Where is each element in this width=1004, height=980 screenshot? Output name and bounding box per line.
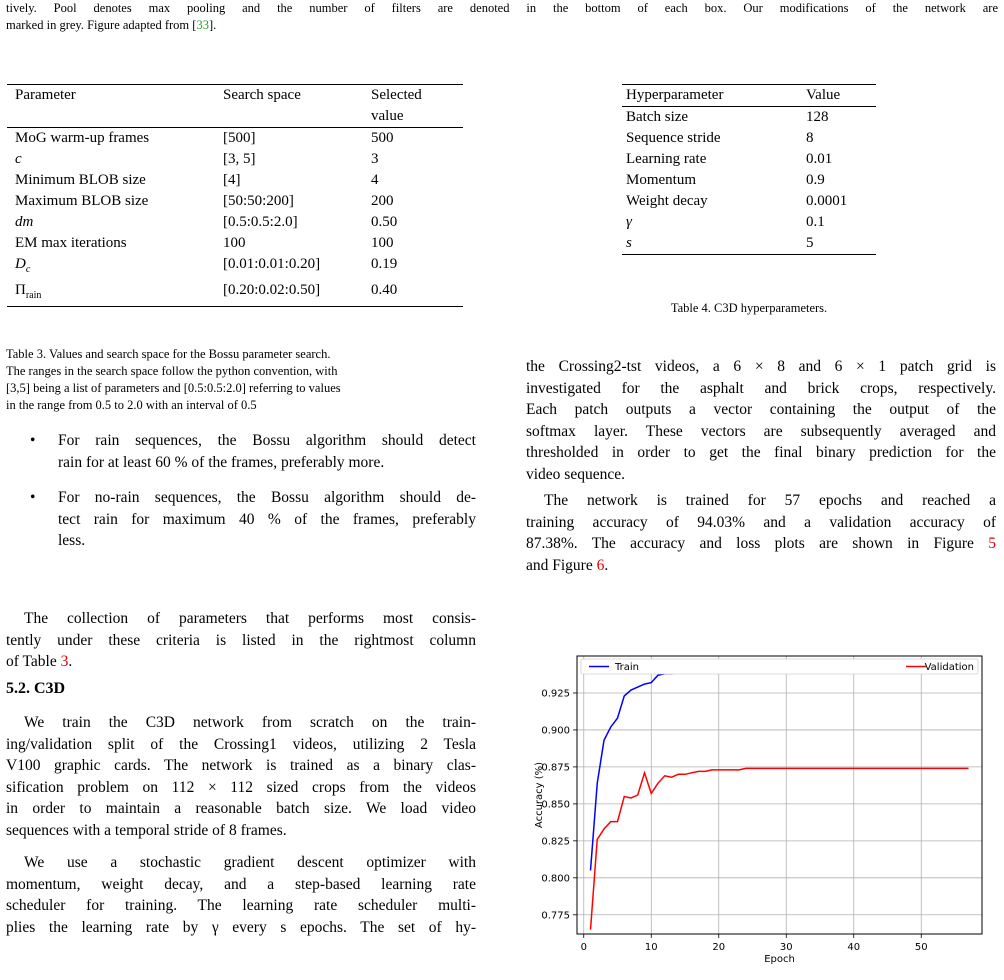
list-item: • For no-rain sequences, the Bossu algorithm should de- tect rain for maximum 40 % of the frames, preferably less. — [30, 489, 476, 549]
table-4-header — [622, 85, 876, 106]
y-tick-label: 0.825 — [541, 836, 570, 848]
table-4 — [622, 84, 876, 255]
table-ref-link[interactable]: 3 — [60, 653, 69, 670]
table-row: MoG warm-up frames [500] 500 — [15, 130, 394, 146]
table-row: $\Pi_{rain}$ [0.20:0.02:0.50] 0.40 — [15, 282, 398, 301]
table-row: γ 0.1 — [626, 214, 825, 230]
top-caption-text: marked in grey. Figure adapted from [ — [6, 18, 197, 32]
legend-label-train: Train — [615, 662, 639, 673]
table-row: Momentum 0.9 — [626, 172, 825, 188]
legend-label-validation: Validation — [924, 662, 974, 673]
table-row: c [3, 5] 3 — [15, 151, 379, 167]
table-row: EM max iterations 100 100 — [15, 235, 394, 251]
x-tick-label: 20 — [712, 942, 726, 953]
x-tick-label: 10 — [644, 942, 658, 953]
bullet-icon: • — [30, 489, 36, 506]
top-caption-line2 — [6, 17, 998, 34]
header-selected: Selected value — [371, 87, 422, 124]
x-tick-label: 0 — [580, 942, 587, 953]
y-tick-label: 0.875 — [541, 762, 570, 774]
table-row: Maximum BLOB size [50:50:200] 200 — [15, 193, 394, 209]
bullet-icon: • — [30, 432, 36, 449]
paragraph: The network is trained for 57 epochs and reached a training accuracy of 94.03% and a validation accuracy of 87.38%. The accuracy and loss plots are shown in Figure 5 and Figure 6. — [526, 492, 996, 574]
table-3-caption: Table 3. Values and search space for the Bossu parameter search. The ranges in the search space follow the python convention, with [3,5] being a list of parameters and [0.5:0.5:2.0] referring to values in the range from 0.5 to 2.0 with an interval of 0.5 — [6, 347, 341, 412]
header-value: Value — [806, 87, 841, 103]
table-3-header — [7, 85, 463, 127]
y-tick-label: 0.900 — [541, 725, 570, 737]
paragraph: We use a stochastic gradient descent optimizer with momentum, weight decay, and a step-based learning rate scheduler for training. The learning rate scheduler multi- plies the learning rate by γ every s epochs. The set of hy- — [6, 854, 476, 936]
table-4-caption: Table 4. C3D hyperparameters. — [670, 301, 828, 315]
bullet-list — [30, 430, 476, 552]
y-tick-label: 0.925 — [541, 688, 570, 700]
x-tick-label: 30 — [779, 942, 793, 953]
header-parameter: Parameter — [15, 87, 76, 103]
table-row: $D_c$ [0.01:0.01:0.20] 0.19 — [15, 256, 398, 275]
series-line-validation — [591, 768, 969, 929]
table-row: s 5 — [626, 235, 814, 251]
table-row: Batch size 128 — [626, 109, 829, 125]
table-row: dm [0.5:0.5:2.0] 0.50 — [15, 214, 398, 230]
y-tick-label: 0.800 — [541, 873, 570, 885]
top-caption-end: ]. — [208, 18, 217, 32]
header-search-space: Search space — [223, 87, 301, 103]
top-caption — [6, 0, 998, 34]
paragraph: The collection of parameters that performs most consis- tently under these criteria is listed in the rightmost column of Table 3. — [6, 610, 476, 670]
table-row: Learning rate 0.01 — [626, 151, 833, 167]
figure-ref-link[interactable]: 6 — [596, 556, 605, 574]
accuracy-chart — [520, 648, 990, 976]
x-tick-label: 50 — [914, 942, 928, 953]
list-item: • For rain sequences, the Bossu algorithm should detect rain for at least 60 % of the frames, preferably more. — [30, 432, 476, 471]
x-axis-label: Epoch — [764, 954, 795, 965]
top-caption-line1: tively. Pool denotes max pooling and the number of filters are denoted in the bottom of each box. Our modifications of the network are — [6, 1, 998, 15]
citation-link[interactable]: 33 — [196, 18, 209, 32]
y-tick-label: 0.775 — [541, 910, 570, 922]
figure-ref-link[interactable]: 5 — [988, 535, 996, 552]
paragraph: We train the C3D network from scratch on the train- ing/validation split of the Crossing1 videos, utilizing 2 Tesla V100 graphic cards. The network is trained as a binary clas- sification problem on 112 × 112 sized crops from the videos in order to maintain a reasonable batch size. We load video sequences with a temporal stride of 8 frames. — [6, 714, 476, 839]
section-heading: 5.2. C3D — [6, 680, 66, 697]
legend — [581, 659, 978, 674]
table-3 — [7, 84, 463, 307]
paragraph: the Crossing2-tst videos, a 6 × 8 and 6 × 1 patch grid is investigated for the asphalt and brick crops, respectively. Each patch outputs a vector containing the output of the softmax layer. These vectors are subsequently averaged and thresholded in order to get the final binary prediction for the video sequence. — [526, 358, 996, 483]
header-hyperparameter: Hyperparameter — [626, 87, 724, 103]
table-row: Minimum BLOB size [4] 4 — [15, 172, 379, 188]
table-row: Sequence stride 8 — [626, 130, 814, 146]
table-row: Weight decay 0.0001 — [626, 193, 848, 209]
x-tick-label: 40 — [847, 942, 861, 953]
y-axis-label: Accuracy (%) — [534, 761, 545, 829]
y-tick-label: 0.850 — [541, 799, 570, 811]
